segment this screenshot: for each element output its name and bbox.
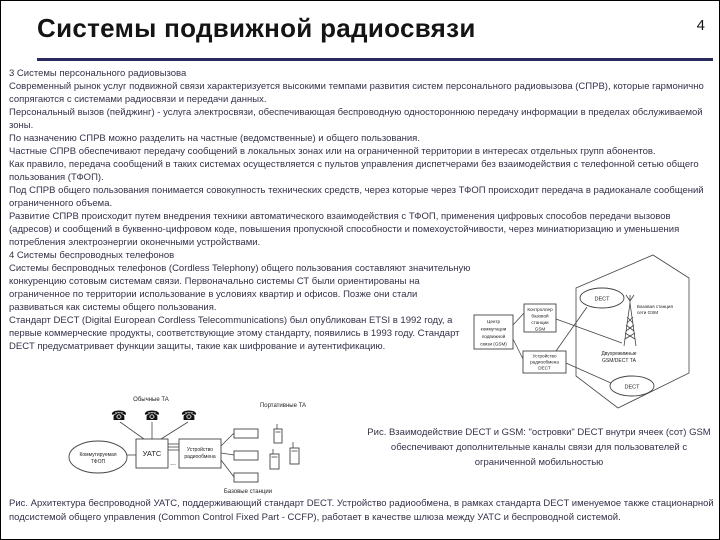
paragraph: Частные СПРВ обеспечивают передачу сообщений в локальных зонах или на ограниченной территории в интересах отдельных групп абонентов. [9, 146, 656, 157]
connector-line [556, 319, 622, 343]
connector-line [221, 433, 234, 446]
radio-tower-icon [624, 295, 636, 346]
handset-icon [274, 424, 282, 443]
paragraph: Системы беспроводных телефонов (Cordless Telephony) общего пользования составляют значительную конкуренцию сотовым системам связи. Первоначально системы СТ были ориентированы на ограниченное по территории использование в условиях квартир и офисов. Позже они стали развиваться как системы общего пользования. [9, 263, 471, 313]
bsc-label: GSM [534, 326, 546, 332]
bsc-label: станции [531, 320, 549, 325]
connector-line [120, 422, 144, 439]
msc-label: коммутации [480, 326, 507, 332]
paragraph: 4 Системы беспроводных телефонов [9, 250, 175, 261]
pstn-label: Коммутируемая [79, 452, 117, 458]
connector-line [513, 313, 524, 325]
dect-controller-label: Устройство [532, 353, 557, 359]
phone-icon: ☎ [110, 408, 128, 423]
radio-unit-label: Устройство [186, 447, 214, 453]
phone-icon: ☎ [143, 408, 161, 423]
portable-ta-label: Портативные ТА [259, 403, 307, 409]
pstn-label: ТФОП [90, 459, 106, 465]
dect-gsm-diagram [471, 251, 719, 419]
msc-label: подвижной [481, 334, 506, 339]
slide-page-number: 4 [696, 17, 705, 34]
gsm-base-station-label: сети GSM [637, 310, 659, 315]
handset-icon [290, 442, 299, 464]
paragraph: Персональный вызов (пейджинг) - услуга электросвязи, обеспечивающая беспроводную одностороннюю передачу информации в пределах обслуживаемой зоны. [9, 107, 703, 131]
figure-caption-dect-gsm: Рис. Взаимодействие DECT и GSM: "островки" DECT внутри ячеек (сот) GSM обеспечивают дополнительные каналы связи для пользователей с ограниченной мобильностью [367, 427, 711, 468]
dual-mode-label: Двухрежимные [601, 351, 637, 357]
paragraph: Под СПРВ общего пользования понимается совокупность технических средств, через которые через ТФОП происходит передача в радиоканале сообщений ограниченного объема. [9, 185, 704, 209]
dect-controller-label: радиообмена [530, 359, 559, 365]
bsc-label: базовой [531, 313, 549, 319]
connector-line [513, 339, 523, 359]
connector-line [221, 453, 234, 455]
ellipsis-icon: ... [170, 460, 176, 467]
figure-caption-pbx: Рис. Архитектура беспроводной УАТС, поддерживающий стандарт DECT. Устройство радиообмена, в рамках стандарта DECT именуемое также стационарной подсистемой общего управления (Common Control Fixed Part - CCFP), работает в качестве шлюза между УАТС и беспроводной системой. [9, 498, 714, 523]
base-stations-label: Базовые станции [223, 489, 273, 495]
dual-mode-label: GSM/DECT ТА [602, 358, 636, 364]
ordinary-ta-label: Обычные ТА [133, 397, 169, 403]
phone-icon: ☎ [180, 408, 198, 423]
pbx-architecture-diagram [56, 393, 368, 501]
dect-controller-label: DECT [538, 365, 551, 371]
dect-island-label: DECT [624, 384, 640, 391]
paragraph: По назначению СПРВ можно разделить на частные (ведомственные) и общего пользования. [9, 133, 420, 144]
base-station-box [234, 473, 258, 482]
bsc-label: Контроллер [527, 307, 553, 312]
connector-line [221, 460, 234, 477]
dect-island-label: DECT [594, 296, 610, 303]
base-station-box [234, 451, 258, 460]
paragraph: Стандарт DECT (Digital European Cordless Telecommunications) был опубликован ETSI в 1992 году, а первые коммерческие продукты, соответствующие этому стандарту, появились в 1993 году. Стандарт DECT предусматривает функции защиты, такие как шифрование и аутентификацию. [9, 315, 460, 352]
connector-line [161, 422, 188, 439]
pbx-label: УАТС [142, 449, 162, 458]
paragraph: 3 Системы персонального радиовызова [9, 68, 187, 79]
gsm-base-station-label: Базовая станция [637, 304, 673, 309]
slide-title: Системы подвижной радиосвязи [37, 13, 476, 43]
paragraph: Развитие СПРВ происходит путем внедрения техники автоматического взаимодействия с ТФОП, применения цифровых способов передачи вызовов (адресов) и сообщений в буквенно-цифровом коде, повышения пропускной способности и помехоустойчивости, через миниатюризацию и уменьшения потребления электроэнергии оконечными устройствами. [9, 211, 680, 248]
connector-line [566, 363, 611, 383]
paragraph: Как правило, передача сообщений в таких системах осуществляется с пультов управления диспетчерами без взаимодействия с телефонной сетью общего пользования (ТФОП). [9, 159, 699, 183]
msc-label: связи (GSM) [480, 341, 507, 347]
radio-unit-label: радиообмена [184, 454, 216, 460]
paragraph: Современный рынок услуг подвижной связи характеризуется высокими темпами развития систем персонального радиовызова (СПРВ), которые гармонично сопрягаются с системами радиосвязи и передачи данных. [9, 81, 704, 105]
title-divider-line [37, 58, 713, 61]
msc-label: Центр [486, 319, 501, 324]
handset-icon [270, 449, 279, 469]
body-text-narrow [9, 249, 471, 353]
base-station-box [234, 429, 258, 438]
